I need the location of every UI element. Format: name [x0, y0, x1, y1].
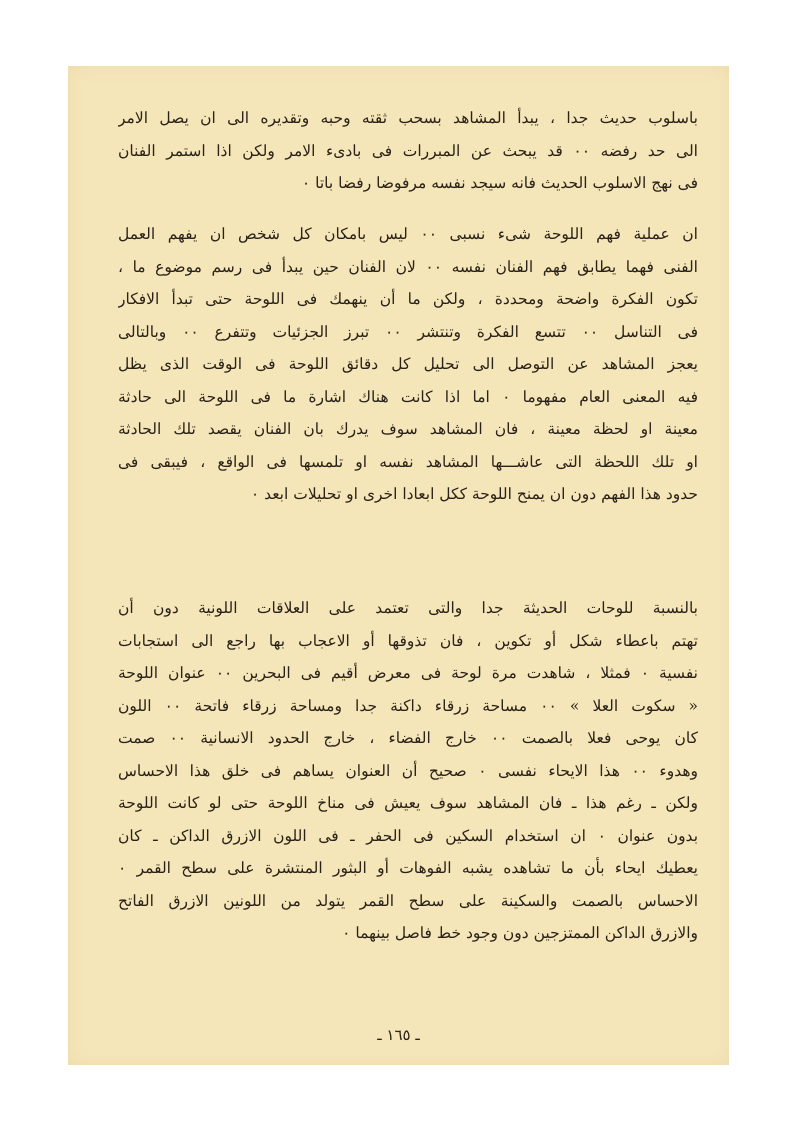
text-line: تهتم باعطاء شكل أو تكوين ، فان تذوقها أو الاعجاب بها راجع الى استجابات [118, 631, 698, 650]
text-line: فيه المعنى العام مفهوما ٠ اما اذا كانت هناك اشارة ما فى اللوحة الى حادثة [118, 387, 698, 406]
book-page [68, 66, 729, 1065]
text-line: الاحساس بالصمت والسكينة على سطح القمر يتولد من اللونين الازرق الفاتح [118, 891, 698, 910]
text-line: « سكوت العلا » ٠٠ مساحة زرقاء داكنة جدا ومساحة زرقاء فاتحة ٠٠ اللون [118, 696, 698, 715]
text-line: بالنسبة للوحات الحديثة جدا والتى تعتمد على العلاقات اللونية دون أن [118, 599, 698, 617]
text-line: والازرق الداكن الممتزجين دون وجود خط فاصل بينهما ٠ [342, 924, 698, 942]
text-line: او تلك اللحظة التى عاشـــها المشاهد نفسه او تلمسها فى الواقع ، فيبقى فى [118, 452, 698, 471]
paragraph-3 [118, 592, 698, 950]
text-line: وهدوء ٠٠ هذا الايحاء نفسى ٠ صحيح أن العنوان يساهم فى خلق هذا الاحساس [118, 761, 698, 780]
text-line: الفنى فهما يطابق فهم الفنان نفسه ٠٠ لان الفنان حين يبدأ فى رسم موضوع ما ، [118, 257, 698, 276]
text-line: فى نهج الاسلوب الحديث فانه سيجد نفسه مرفوضا رفضا باتا ٠ [301, 174, 698, 192]
text-line: فى التناسل ٠٠ تتسع الفكرة وتنتشر ٠٠ تبرز الجزئيات وتتفرع ٠٠ وبالتالى [118, 322, 698, 341]
text-line: ولكن ـ رغم هذا ـ فان المشاهد سوف يعيش فى مناخ اللوحة حتى لو كانت اللوحة [118, 794, 698, 812]
text-line: يعطيك ايحاء بأن ما تشاهده يشبه الفوهات أو البثور المنتشرة على سطح القمر ٠ [118, 859, 698, 877]
text-line: تكون الفكرة واضحة ومحددة ، ولكن ما أن ينهمك فى اللوحة حتى تبدأ الافكار [118, 290, 698, 308]
text-line: الى حد رفضه ٠٠ قد يبحث عن المبررات فى بادىء الامر ولكن اذا استمر الفنان [118, 141, 698, 160]
text-line: كان يوحى فعلا بالصمت ٠٠ خارج الفضاء ، خارج الحدود الانسانية ٠٠ صمت [118, 729, 698, 747]
text-line: بدون عنوان ٠ ان استخدام السكين فى الحفر ـ فى اللون الازرق الداكن ـ كان [118, 826, 698, 845]
text-line: معينة او لحظة معينة ، فان المشاهد سوف يدرك بان الفنان يقصد تلك الحادثة [118, 420, 698, 438]
page-number: ـ ١٦٥ ـ [377, 1026, 420, 1044]
paragraph-2 [118, 218, 698, 511]
text-line: نفسية ٠ فمثلا ، شاهدت مرة لوحة فى معرض أقيم فى البحرين ٠٠ عنوان اللوحة [118, 664, 698, 682]
text-line: يعجز المشاهد عن التوصل الى تحليل كل دقائق اللوحة فى الوقت الذى يظل [118, 355, 698, 373]
text-line: باسلوب حديث جدا ، يبدأ المشاهد بسحب ثقته وحبه وتقديره الى ان يصل الامر [118, 109, 698, 127]
paragraph-1 [118, 102, 698, 200]
text-line: حدود هذا الفهم دون ان يمنح اللوحة ككل ابعادا اخرى او تحليلات ابعد ٠ [250, 485, 698, 503]
text-line: ان عملية فهم اللوحة شىء نسبى ٠٠ ليس بامكان كل شخص ان يفهم العمل [118, 225, 698, 243]
